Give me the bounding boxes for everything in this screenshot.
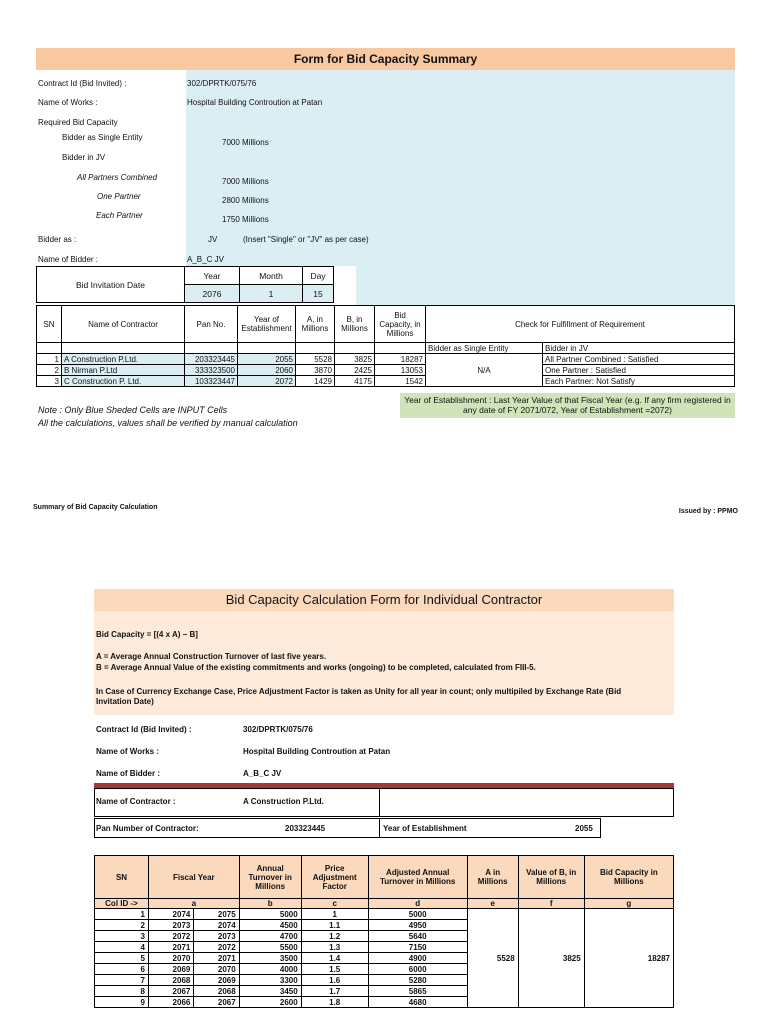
row-sn: 1 (95, 909, 149, 920)
calc-contract-id-value: 302/DPRTK/075/76 (243, 725, 313, 734)
row-year[interactable]: 2060 (238, 365, 296, 376)
one-partner-label: One Partner (97, 192, 141, 201)
row-fiscal-year-start: 2070 (149, 953, 194, 964)
row-fiscal-year-start: 2073 (149, 920, 194, 931)
formula-text: Bid Capacity = [(4 x A) − B] (96, 630, 198, 639)
row-annual-turnover: 3450 (239, 986, 301, 997)
row-price-factor: 1.2 (301, 931, 368, 942)
calc-estab-label: Year of Establishment (383, 824, 467, 833)
row-fiscal-year-start: 2067 (149, 986, 194, 997)
row-b-value: 3825 (518, 909, 584, 1008)
row-bid-capacity: 18287 (375, 354, 426, 365)
row-adjusted-turnover: 4900 (368, 953, 467, 964)
row-sn: 5 (95, 953, 149, 964)
check-jv-header: Bidder in JV (543, 343, 735, 354)
row-fiscal-year-start: 2068 (149, 975, 194, 986)
col-id-a: a (149, 899, 240, 909)
row-fiscal-year-end: 2072 (194, 942, 239, 953)
row-fiscal-year-end: 2073 (194, 931, 239, 942)
row-annual-turnover: 3300 (239, 975, 301, 986)
row-adjusted-turnover: 5865 (368, 986, 467, 997)
year-header: Year (185, 267, 240, 285)
check-single-header: Bidder as Single Entity (426, 343, 543, 354)
row-annual-turnover: 2600 (239, 997, 301, 1008)
turnover-table (94, 855, 674, 1008)
row-price-factor: 1.3 (301, 942, 368, 953)
bidder-as-label: Bidder as : (38, 235, 77, 244)
each-partner-value: 1750 Millions (222, 215, 269, 224)
header-sn: SN (95, 856, 149, 899)
row-a: 3870 (296, 365, 335, 376)
row-a-value: 5528 (467, 909, 518, 1008)
row-a: 5528 (296, 354, 335, 365)
header-a: A, in Millions (296, 306, 335, 343)
calc-contractor-label: Name of Contractor : (96, 797, 176, 806)
month-input[interactable]: 1 (240, 285, 303, 303)
row-pan[interactable]: 333323500 (185, 365, 238, 376)
col-id-e: e (467, 899, 518, 909)
contractor-box-right (379, 788, 674, 817)
header-bid-capacity: Bid Capacity, in Millions (375, 306, 426, 343)
invitation-date-label: Bid Invitation Date (37, 267, 185, 303)
row-sn: 3 (95, 931, 149, 942)
col-id-d: d (368, 899, 467, 909)
required-bid-capacity-label: Required Bid Capacity (38, 118, 118, 127)
input-cells-note: Note : Only Blue Sheded Cells are INPUT Cells (38, 405, 228, 415)
row-annual-turnover: 4700 (239, 931, 301, 942)
row-annual-turnover: 4500 (239, 920, 301, 931)
one-partner-value: 2800 Millions (222, 196, 269, 205)
row-annual-turnover: 4000 (239, 964, 301, 975)
year-input[interactable]: 2076 (185, 285, 240, 303)
row-contractor-name[interactable]: A Construction P.Ltd. (62, 354, 185, 365)
row-bid-capacity: 13053 (375, 365, 426, 376)
calc-estab-value: 2055 (575, 824, 593, 833)
row-a: 1429 (296, 376, 335, 387)
row-adjusted-turnover: 7150 (368, 942, 467, 953)
all-partners-label: All Partners Combined (77, 173, 158, 182)
form-title: Form for Bid Capacity Summary (36, 48, 735, 70)
row-pan[interactable]: 203323445 (185, 354, 238, 365)
header-adjusted-turnover: Adjusted Annual Turnover in Millions (368, 856, 467, 899)
table-row (37, 376, 735, 387)
header-sn: SN (37, 306, 62, 343)
row-annual-turnover: 5500 (239, 942, 301, 953)
row-check: All Partner Combined : Satisfied (543, 354, 735, 365)
row-sn: 9 (95, 997, 149, 1008)
row-price-factor: 1.6 (301, 975, 368, 986)
all-partners-value: 7000 Millions (222, 177, 269, 186)
row-year[interactable]: 2072 (238, 376, 296, 387)
definition-b: B = Average Annual Value of the existing commitments and works (ongoing) to be completed, calculated from FIII-5. (96, 663, 536, 672)
calc-contractor-value: A Construction P.Ltd. (243, 797, 324, 806)
single-entity-value: 7000 Millions (222, 138, 269, 147)
single-entity-label: Bidder as Single Entity (62, 133, 143, 142)
row-price-factor: 1.8 (301, 997, 368, 1008)
summary-footer-label: Summary of Bid Capacity Calculation (33, 504, 158, 511)
row-sn: 1 (37, 354, 62, 365)
col-id-f: f (518, 899, 584, 909)
row-fiscal-year-end: 2069 (194, 975, 239, 986)
calc-pan-value: 203323445 (285, 824, 326, 833)
name-of-bidder-label: Name of Bidder : (38, 255, 99, 264)
calc-bidder-value: A_B_C JV (243, 769, 282, 778)
col-id-c: c (301, 899, 368, 909)
table-row (37, 365, 735, 376)
input-area-date (356, 266, 735, 306)
row-annual-turnover: 3500 (239, 953, 301, 964)
name-of-works-input[interactable]: Hospital Building Controution at Patan (187, 98, 323, 107)
row-bid-capacity: 1542 (375, 376, 426, 387)
row-fiscal-year-start: 2069 (149, 964, 194, 975)
establishment-note: Year of Establishment : Last Year Value of that Fiscal Year (e.g. If any firm registered in any date of FY 2071/072, Year of Establishment =2072) (400, 393, 735, 418)
name-of-works-label: Name of Works : (38, 98, 98, 107)
row-b: 3825 (335, 354, 375, 365)
row-adjusted-turnover: 5640 (368, 931, 467, 942)
row-fiscal-year-end: 2071 (194, 953, 239, 964)
row-sn: 4 (95, 942, 149, 953)
row-contractor-name[interactable]: C Construction P. Ltd. (62, 376, 185, 387)
header-b: Value of B, in Millions (518, 856, 584, 899)
row-fiscal-year-start: 2066 (149, 997, 194, 1008)
verification-note: All the calculations, values shall be verified by manual calculation (38, 418, 298, 428)
row-sn: 2 (37, 365, 62, 376)
table-row (37, 354, 735, 365)
contract-id-label: Contract Id (Bid Invited) : (38, 79, 127, 88)
calc-works-value: Hospital Building Controution at Patan (243, 747, 391, 756)
row-year[interactable]: 2055 (238, 354, 296, 365)
row-adjusted-turnover: 4680 (368, 997, 467, 1008)
row-fiscal-year-end: 2067 (194, 997, 239, 1008)
row-fiscal-year-end: 2070 (194, 964, 239, 975)
row-adjusted-turnover: 6000 (368, 964, 467, 975)
bidder-as-input[interactable]: JV (208, 235, 218, 244)
row-price-factor: 1.5 (301, 964, 368, 975)
month-header: Month (240, 267, 303, 285)
row-adjusted-turnover: 5280 (368, 975, 467, 986)
invitation-date-table (36, 266, 334, 303)
currency-note: In Case of Currency Exchange Case, Price Adjustment Factor is taken as Unity for all year in count; only multipiled by Exchange Rate (Bid Invitation Date) (96, 687, 622, 706)
row-fiscal-year-end: 2068 (194, 986, 239, 997)
header-annual-turnover: Annual Turnover in Millions (239, 856, 301, 899)
calc-bidder-label: Name of Bidder : (96, 769, 161, 778)
header-contractor: Name of Contractor (62, 306, 185, 343)
row-pan[interactable]: 103323447 (185, 376, 238, 387)
issued-by-label: Issued by : PPMO (678, 508, 738, 515)
name-of-bidder-input[interactable]: A_B_C JV (187, 255, 224, 264)
bidder-in-jv-label: Bidder in JV (62, 153, 106, 162)
row-sn: 3 (37, 376, 62, 387)
row-price-factor: 1 (301, 909, 368, 920)
row-fiscal-year-end: 2074 (194, 920, 239, 931)
contractors-table (36, 305, 735, 387)
row-fiscal-year-start: 2074 (149, 909, 194, 920)
row-sn: 8 (95, 986, 149, 997)
check-single-value: N/A (426, 354, 543, 387)
header-check: Check for Fulfillment of Requirement (426, 306, 735, 343)
header-fiscal-year: Fiscal Year (149, 856, 240, 899)
row-check: Each Partner: Not Satisfy (543, 376, 735, 387)
calc-pan-label: Pan Number of Contractor: (96, 824, 199, 833)
row-fiscal-year-end: 2075 (194, 909, 239, 920)
day-input[interactable]: 15 (303, 285, 334, 303)
row-annual-turnover: 5000 (239, 909, 301, 920)
row-fiscal-year-start: 2071 (149, 942, 194, 953)
calc-form-title: Bid Capacity Calculation Form for Individual Contractor (94, 589, 674, 611)
row-adjusted-turnover: 4950 (368, 920, 467, 931)
each-partner-label: Each Partner (96, 211, 143, 220)
row-sn: 2 (95, 920, 149, 931)
col-id-g: g (584, 899, 673, 909)
row-b: 4175 (335, 376, 375, 387)
header-b: B, in Millions (335, 306, 375, 343)
row-contractor-name[interactable]: B Nirman P.Ltd (62, 365, 185, 376)
header-pan: Pan No. (185, 306, 238, 343)
calc-contract-id-label: Contract Id (Bid Invited) : (96, 725, 192, 734)
row-check: One Partner : Satisfied (543, 365, 735, 376)
row-b: 2425 (335, 365, 375, 376)
header-a: A in Millions (467, 856, 518, 899)
row-sn: 7 (95, 975, 149, 986)
col-id-label: Col ID -> (95, 899, 149, 909)
header-year-establishment: Year of Establishment (238, 306, 296, 343)
row-price-factor: 1.1 (301, 920, 368, 931)
row-fiscal-year-start: 2072 (149, 931, 194, 942)
table-row (95, 909, 674, 920)
header-bid-capacity: Bid Capacity in Millions (584, 856, 673, 899)
definition-a: A = Average Annual Construction Turnover of last five years. (96, 652, 327, 661)
row-price-factor: 1.4 (301, 953, 368, 964)
row-bid-capacity-value: 18287 (584, 909, 673, 1008)
col-id-b: b (239, 899, 301, 909)
row-price-factor: 1.7 (301, 986, 368, 997)
contract-id-input[interactable]: 302/DPRTK/075/76 (187, 79, 257, 88)
row-sn: 6 (95, 964, 149, 975)
header-price-factor: Price Adjustment Factor (301, 856, 368, 899)
row-adjusted-turnover: 5000 (368, 909, 467, 920)
bidder-as-hint: (Insert "Single" or "JV" as per case) (243, 235, 369, 244)
day-header: Day (303, 267, 334, 285)
calc-works-label: Name of Works : (96, 747, 159, 756)
